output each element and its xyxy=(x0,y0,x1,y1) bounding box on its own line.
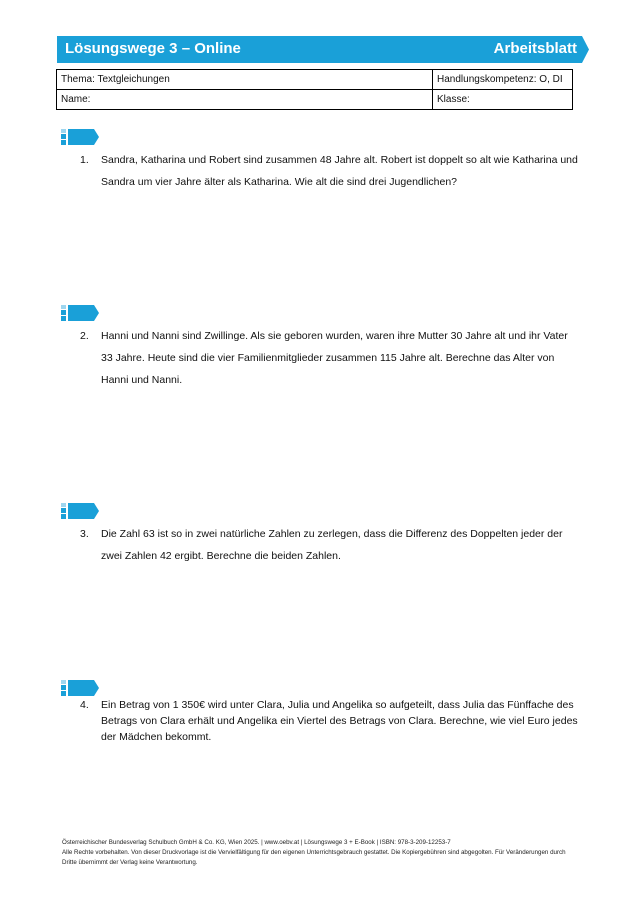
level-marker-icon xyxy=(61,305,99,321)
level-marker-icon xyxy=(61,503,99,519)
info-table xyxy=(56,69,573,110)
name-field[interactable]: Name: xyxy=(57,90,433,110)
task-number: 4. xyxy=(80,699,89,711)
task-number: 2. xyxy=(80,330,89,342)
header-banner xyxy=(57,36,589,63)
task-text: Sandra, Katharina und Robert sind zusammen 48 Jahre alt. Robert ist doppelt so alt wie Katharina und Sandra um vier Jahre älter als Katharina. Wie alt die sind drei Jugendlichen? xyxy=(101,154,578,188)
worksheet-type: Arbeitsblatt xyxy=(493,40,577,57)
task-number: 3. xyxy=(80,528,89,540)
level-marker-icon xyxy=(61,680,99,696)
competence-cell: Handlungskompetenz: O, DI xyxy=(433,70,573,90)
task-text: Hanni und Nanni sind Zwillinge. Als sie geboren wurden, waren ihre Mutter 30 Jahre alt und ihr Vater 33 Jahre. Heute sind die vier Familienmitglieder zusammen 115 Jahre alt. Berechne das Alter von Hanni und Nanni. xyxy=(101,330,568,386)
task-number: 1. xyxy=(80,154,89,166)
level-marker-icon xyxy=(61,129,99,145)
task-text: Ein Betrag von 1 350€ wird unter Clara, Julia und Angelika so aufgeteilt, dass Julia das Fünffache des Betrags von Clara erhält und Angelika ein Viertel des Betrags von Clara. Berechne, wie viel Euro jedes der Mädchen bekommt. xyxy=(101,699,578,743)
worksheet-title: Lösungswege 3 – Online xyxy=(65,40,241,57)
footer-rights: Alle Rechte vorbehalten. Von dieser Druckvorlage ist die Vervielfältigung für den eigenen Unterrichtsgebrauch gestattet. Die Kopiergebühren sind abgegolten. Für Veränderungen durch Dritte übernimmt der Verlag keine Verantwortung. xyxy=(62,849,566,866)
task-text: Die Zahl 63 ist so in zwei natürliche Zahlen zu zerlegen, dass die Differenz des Doppelten jeder der zwei Zahlen 42 ergibt. Berechne die beiden Zahlen. xyxy=(101,528,563,562)
footer xyxy=(62,838,582,868)
footer-copyright: Österreichischer Bundesverlag Schulbuch GmbH & Co. KG, Wien 2025. | www.oebv.at | Lösungswege 3 + E-Book | ISBN: 978-3-209-12253-7 xyxy=(62,839,451,846)
topic-cell: Thema: Textgleichungen xyxy=(57,70,433,90)
class-field[interactable]: Klasse: xyxy=(433,90,573,110)
